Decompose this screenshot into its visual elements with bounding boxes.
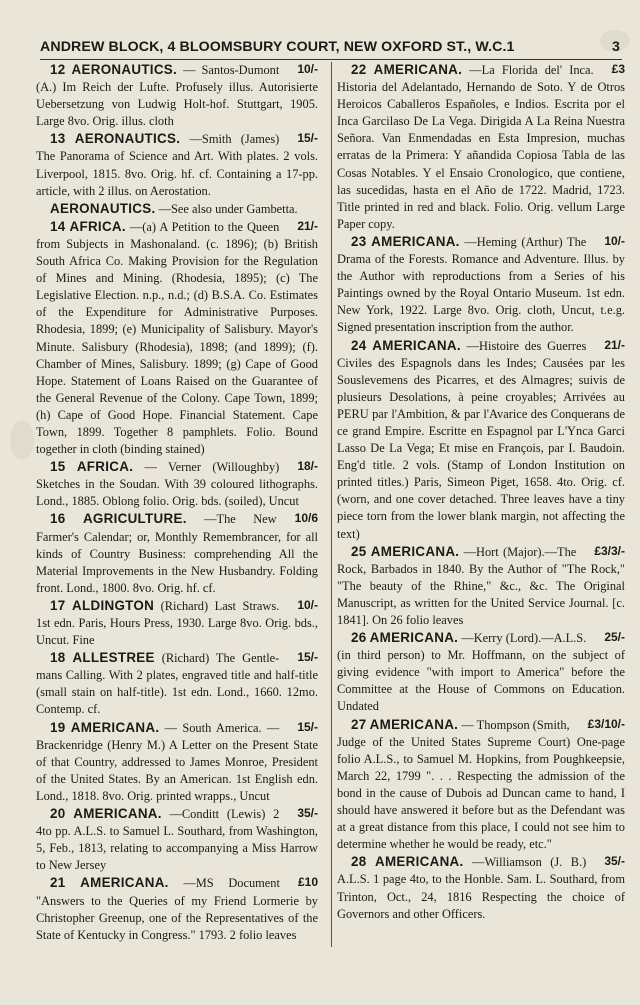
entry-description: — South America. — Brackenridge (Henry M.) A Letter on the Present State of that Country, addressed to James Monroe, President of the United States. By an American. 1st English edn. Lond., 1818. 8vo. Orig. printed wrapps., Uncut xyxy=(36,720,318,803)
entry-price: 25/- xyxy=(604,630,625,645)
entry-number: 24 xyxy=(351,337,367,353)
entry-price: 35/- xyxy=(604,854,625,869)
entry-heading: AMERICANA. xyxy=(70,719,160,735)
catalogue-entry xyxy=(337,337,625,543)
entry-description: — Verner (Willoughby) Sketches in the Soudan. With 39 coloured lithographs. Lond., 1885. Oblong folio. Orig. bds. (soiled), Uncut xyxy=(36,460,318,509)
paper-stain xyxy=(10,420,34,460)
entry-number: 17 xyxy=(50,597,66,613)
entry-price: 18/- xyxy=(297,459,318,474)
header-address: ANDREW BLOCK, 4 BLOOMSBURY COURT, NEW OXFORD ST., W.C.1 xyxy=(40,39,515,55)
entry-number: 23 xyxy=(351,233,367,249)
entry-description: —Kerry (Lord).—A.L.S. (in third person) to Mr. Hoffmann, on the subject of giving evidence "with import to America" before the Committee at the House of Commons on Education. Undated xyxy=(337,631,625,714)
entry-heading: AMERICANA. xyxy=(375,854,464,870)
catalogue-entry xyxy=(36,805,318,874)
entry-price: 10/- xyxy=(604,233,625,248)
catalogue-entry xyxy=(36,200,318,218)
entry-heading: AMERICANA. xyxy=(372,337,461,353)
catalogue-entry xyxy=(36,510,318,596)
entry-heading: AERONAUTICS. xyxy=(71,62,178,77)
catalogue-entry xyxy=(337,61,625,233)
entry-number: 20 xyxy=(50,806,66,822)
entry-price: 10/6 xyxy=(294,511,318,526)
entry-description: (Richard) The Gentle-mans Calling. With 2 plates, engraved title and half-title (small stain on half-title). 1st edn. Lond., 1660. 12mo. Contemp. cf. xyxy=(36,651,318,717)
entry-description: (Richard) Last Straws. 1st edn. Paris, Hours Press, 1930. Large 8vo. Orig. bds., Uncut. Fine xyxy=(36,598,318,648)
entry-heading: AMERICANA. xyxy=(373,62,463,77)
right-column xyxy=(337,61,625,923)
entry-price: 21/- xyxy=(604,337,625,352)
catalogue-entry xyxy=(36,130,318,199)
page-number: 3 xyxy=(612,39,620,55)
entry-number: 26 xyxy=(351,630,367,646)
entry-number: 12 xyxy=(50,62,66,77)
catalogue-entry xyxy=(337,233,625,337)
entry-price: 10/- xyxy=(297,62,318,76)
catalogue-entry xyxy=(337,853,625,922)
entry-price: £3 xyxy=(611,62,625,76)
entry-description: —Williamson (J. B.) A.L.S. 1 page 4to, to the Honble. Sam. L. Southard, from Trinton, Oct., 24, 1816 Respecting the choice of Governors and other Officers. xyxy=(337,855,625,921)
entry-heading: AFRICA. xyxy=(69,218,126,234)
entry-heading: AMERICANA. xyxy=(370,543,460,559)
catalogue-entry xyxy=(36,61,318,130)
catalogue-entry xyxy=(36,458,318,510)
entry-number: 16 xyxy=(50,511,66,527)
entry-price: 15/- xyxy=(297,650,318,665)
entry-description: — Thompson (Smith, Judge of the United States Supreme Court) One-page folio A.L.S., to Samuel M. Hopkins, from Poughkeepsie, March 22, 1799 ". . . Respecting the admission of the bond in the cause of Dubois ad Duncan came to hand, I should have answered it before but as the Defendant was at a great distance from this place, I could not see him to determine whether he would be ready, etc." xyxy=(337,717,625,852)
entry-description: —The New Farmer's Calendar; or, Monthly Remembrancer, for all kinds of Country Business: comprehending All the Material Improvements in the New Husbandry. Folding front. Lond., 1800. 8vo. Orig. hf. cf. xyxy=(36,512,318,595)
entry-heading: AMERICANA. xyxy=(371,233,460,249)
page-header xyxy=(40,37,620,57)
entry-number: 19 xyxy=(50,719,66,735)
entry-number: 28 xyxy=(351,854,367,870)
entry-heading: AERONAUTICS. xyxy=(74,131,181,147)
entry-heading: AGRICULTURE. xyxy=(82,511,187,527)
entry-number: 18 xyxy=(50,650,66,666)
catalogue-entry xyxy=(36,874,318,943)
entry-description: —See also under Gambetta. xyxy=(158,201,298,216)
entry-heading: AMERICANA. xyxy=(73,806,162,822)
header-rule xyxy=(40,59,622,60)
entry-heading: AFRICA. xyxy=(76,459,134,475)
entry-description: —Heming (Arthur) The Drama of the Forests. Romance and Adventure. Illus. by the Author with reproductions from a Series of his Paintings owned by the Royal Ontario Museum. 1st edn. New York, 1922. Large 8vo. Orig. cloth, Uncut, t.e.g. Signed presentation inscription from the author. xyxy=(337,234,625,335)
entry-number: 13 xyxy=(50,131,66,147)
entry-description: —MS Document "Answers to the Queries of my Friend Lormerie by Christopher Greenup, one of the Representatives of the State of Kentucky in Congress." 1793. 2 folio leaves xyxy=(36,876,318,942)
entry-price: £3/3/- xyxy=(594,543,625,558)
entry-description: — Santos-Dumont (A.) Im Reich der Lufte. Profusely illus. Autorisierte Uebersetzung von Ludwig Holt-hof. Stuttgart, 1905. Large 8vo. Orig. illus. cloth xyxy=(36,63,318,129)
entry-heading: AMERICANA. xyxy=(369,630,459,646)
entry-price: 15/- xyxy=(297,719,318,734)
catalogue-entry xyxy=(36,218,318,458)
left-column xyxy=(36,61,318,944)
entry-price: 15/- xyxy=(297,131,318,146)
catalogue-entry xyxy=(36,649,318,718)
entry-price: £3/10/- xyxy=(587,716,625,731)
entry-number: 22 xyxy=(351,62,367,77)
entry-heading: ALLESTREE xyxy=(72,650,155,666)
entry-number: 27 xyxy=(351,716,367,732)
catalogue-entry xyxy=(337,629,625,715)
entry-heading: AMERICANA. xyxy=(369,716,459,732)
entry-description: —Smith (James) The Panorama of Science and Art. With plates. 2 vols. Liverpool, 1815. 8vo. Orig. hf. cf. Containing a 17-pp. article, with 2 illus. on Aerostation. xyxy=(36,132,318,198)
entry-description: —La Florida del' Inca. Historia del Adelantado, Hernando de Soto. Y de Otros Heroicos Caballeros Españoles, e Indios. Escrita por el Inca Garcilaso De La Vega. Dirigida A La Reina Nuestra Señora. Van Enmendadas en Esta Impresion, muchas erratas de la Primera: Y añandida Copiosa Tabla de las Cosas Notables. Y el Ensaio Cronologico, que contiene, las sucedidas, hasta en el Año de 1722. Madrid, 1723. Title printed in red and black. Folio. Orig. vellum Large Paper copy. xyxy=(337,63,625,231)
entry-heading: ALDINGTON xyxy=(72,597,155,613)
entry-heading: AERONAUTICS. xyxy=(50,200,156,216)
catalogue-entry xyxy=(36,719,318,805)
entry-price: £10 xyxy=(297,875,318,890)
entry-description: —Conditt (Lewis) 2 4to pp. A.L.S. to Samuel L. Southard, from Washington, 5, Feb., 1813, relating to accompanying a Miss Harrow to New Jersey xyxy=(36,807,318,873)
entry-number: 21 xyxy=(50,875,66,891)
entry-description: —Histoire des Guerres Civiles des Espagnols dans les Indes; Causées par les Souslevemens des Picarres, et des Almagres; suivis de plusieurs Desolations, à peine croyables; Arrivées au PERU par l'Ambition, & par l'Avarice des Conquerans de ce grand Empire. Escritte en Espagnol par L'Ynca Garci Lasso De La Vega; Et mise en François, par I. Baudoin. Eng'd title. 2 vols. (Stamp of London Institution on printed titles.) Paris, Simeon Piget, 1658. 4to. Orig. cf. (worn, and one cover detached. Three leaves have a tiny piece torn from the lower blank margin, not affecting the text) xyxy=(337,338,625,541)
catalogue-entry xyxy=(337,716,625,854)
entry-description: —Hort (Major).—The Rock, Barbados in 1840. By the Author of "The Rock," "The beauty of the Rhine," &c., &c. The Original Manuscript, as written for the United Service Journal. [c. 1841]. On 26 folio leaves xyxy=(337,544,625,627)
entry-price: 35/- xyxy=(297,806,318,821)
entry-number: 15 xyxy=(50,459,66,475)
entry-number: 14 xyxy=(50,218,66,234)
entry-price: 10/- xyxy=(297,597,318,612)
catalogue-entry xyxy=(36,597,318,649)
entry-description: —(a) A Petition to the Queen from Subjects in Mashonaland. (c. 1896); (b) British South Africa Co. Making Provision for the Regulation of Mines and Mining. (Rhodesia, 1895); (c) The Legislative Election. n.p., n.d.; (d) B.S.A. Co. Estimates of the Expenditure for Administrative Purposes. Rhodesia, 1899; (e) Municipality of Salisbury. Mayor's Minute. Salisbury (Rhodesia), 1898; (and 1899); (f). Chamber of Mines, Salisbury. 1899; (g) Cape of Good Hope. Statement of Loans Raised on the Guarantee of the General Revenue of the Colony. Cape Town, 1899; (h) Cape of Good Hope. Financial Statement. Cape Town, 1899. Together 8 pamphlets. Folio. Bound together in cloth (binding stained) xyxy=(36,219,318,457)
catalogue-entry xyxy=(337,543,625,629)
entry-price: 21/- xyxy=(297,218,318,233)
entry-heading: AMERICANA. xyxy=(80,875,169,891)
entry-number: 25 xyxy=(351,543,367,559)
column-divider xyxy=(331,62,332,947)
